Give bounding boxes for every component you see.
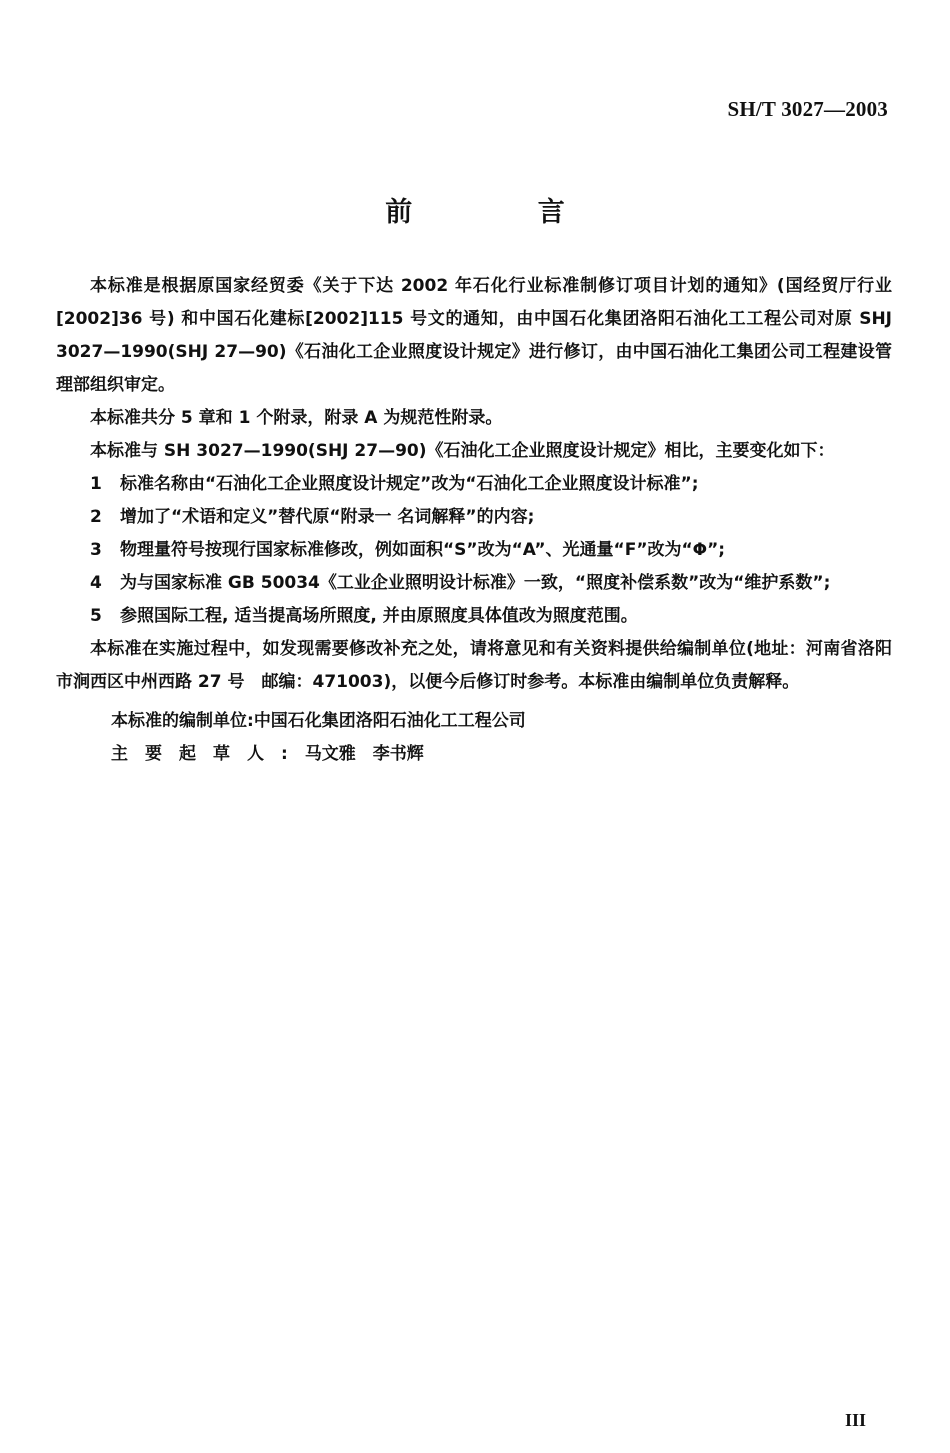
list-item-text: 为与国家标准 GB 50034《工业企业照明设计标准》一致，“照度补偿系数”改为“维护系数”; xyxy=(120,573,831,593)
paragraph-closing: 本标准在实施过程中，如发现需要修改补充之处，请将意见和有关资料提供给编制单位(地址：河南省洛阳市涧西区中州西路 27 号 邮编：471003)，以便今后修订时参考。本标准由编制单位负责解释。 xyxy=(56,639,892,692)
list-item-number: 1 xyxy=(90,474,102,494)
drafting-unit-line xyxy=(111,705,892,738)
list-item xyxy=(56,567,892,600)
standard-code: SH/T 3027—2003 xyxy=(727,97,888,121)
drafters-line xyxy=(111,738,892,771)
drafting-unit-value: 中国石化集团洛阳石油化工工程公司 xyxy=(253,711,526,731)
list-item-text: 增加了“术语和定义”替代原“附录一 名词解释”的内容; xyxy=(120,507,535,527)
list-item xyxy=(56,501,892,534)
list-item-text: 标准名称由“石油化工企业照度设计规定”改为“石油化工企业照度设计标准”; xyxy=(120,474,699,494)
drafters-label: 主要起草人: xyxy=(111,744,305,764)
list-item-text: 物理量符号按现行国家标准修改，例如面积“S”改为“A”、光通量“F”改为“Φ”; xyxy=(120,540,726,560)
drafters-value: 马文雅 李书辉 xyxy=(304,744,424,764)
paragraph-changes-intro: 本标准与 SH 3027—1990(SHJ 27—90)《石油化工企业照度设计规定》相比，主要变化如下： xyxy=(90,441,835,461)
list-item xyxy=(56,534,892,567)
list-item xyxy=(56,468,892,501)
page-title: 前 言 xyxy=(385,197,623,228)
list-item xyxy=(56,600,892,633)
page-number: III xyxy=(844,1410,866,1430)
list-item-number: 5 xyxy=(90,606,102,626)
list-item-number: 3 xyxy=(90,540,102,560)
paragraph-origin: 本标准是根据原国家经贸委《关于下达 2002 年石化行业标准制修订项目计划的通知》(国经贸厅行业[2002]36 号) 和中国石化建标[2002]115 号文的通知，由中国石化集团洛阳石油化工工程公司对原 SHJ 3027—1990(SHJ 27—90)《石油化工企业照度设计规定》进行修订，由中国石油化工集团公司工程建设管理部组织审定。 xyxy=(56,276,892,395)
list-item-number: 4 xyxy=(90,573,102,593)
list-item-number: 2 xyxy=(90,507,102,527)
drafting-unit-label: 本标准的编制单位: xyxy=(111,711,254,731)
foreword-body xyxy=(56,270,892,771)
list-item-text: 参照国际工程, 适当提高场所照度, 并由原照度具体值改为照度范围。 xyxy=(120,606,638,626)
credits-block xyxy=(56,705,892,771)
paragraph-structure: 本标准共分 5 章和 1 个附录，附录 A 为规范性附录。 xyxy=(90,408,503,428)
